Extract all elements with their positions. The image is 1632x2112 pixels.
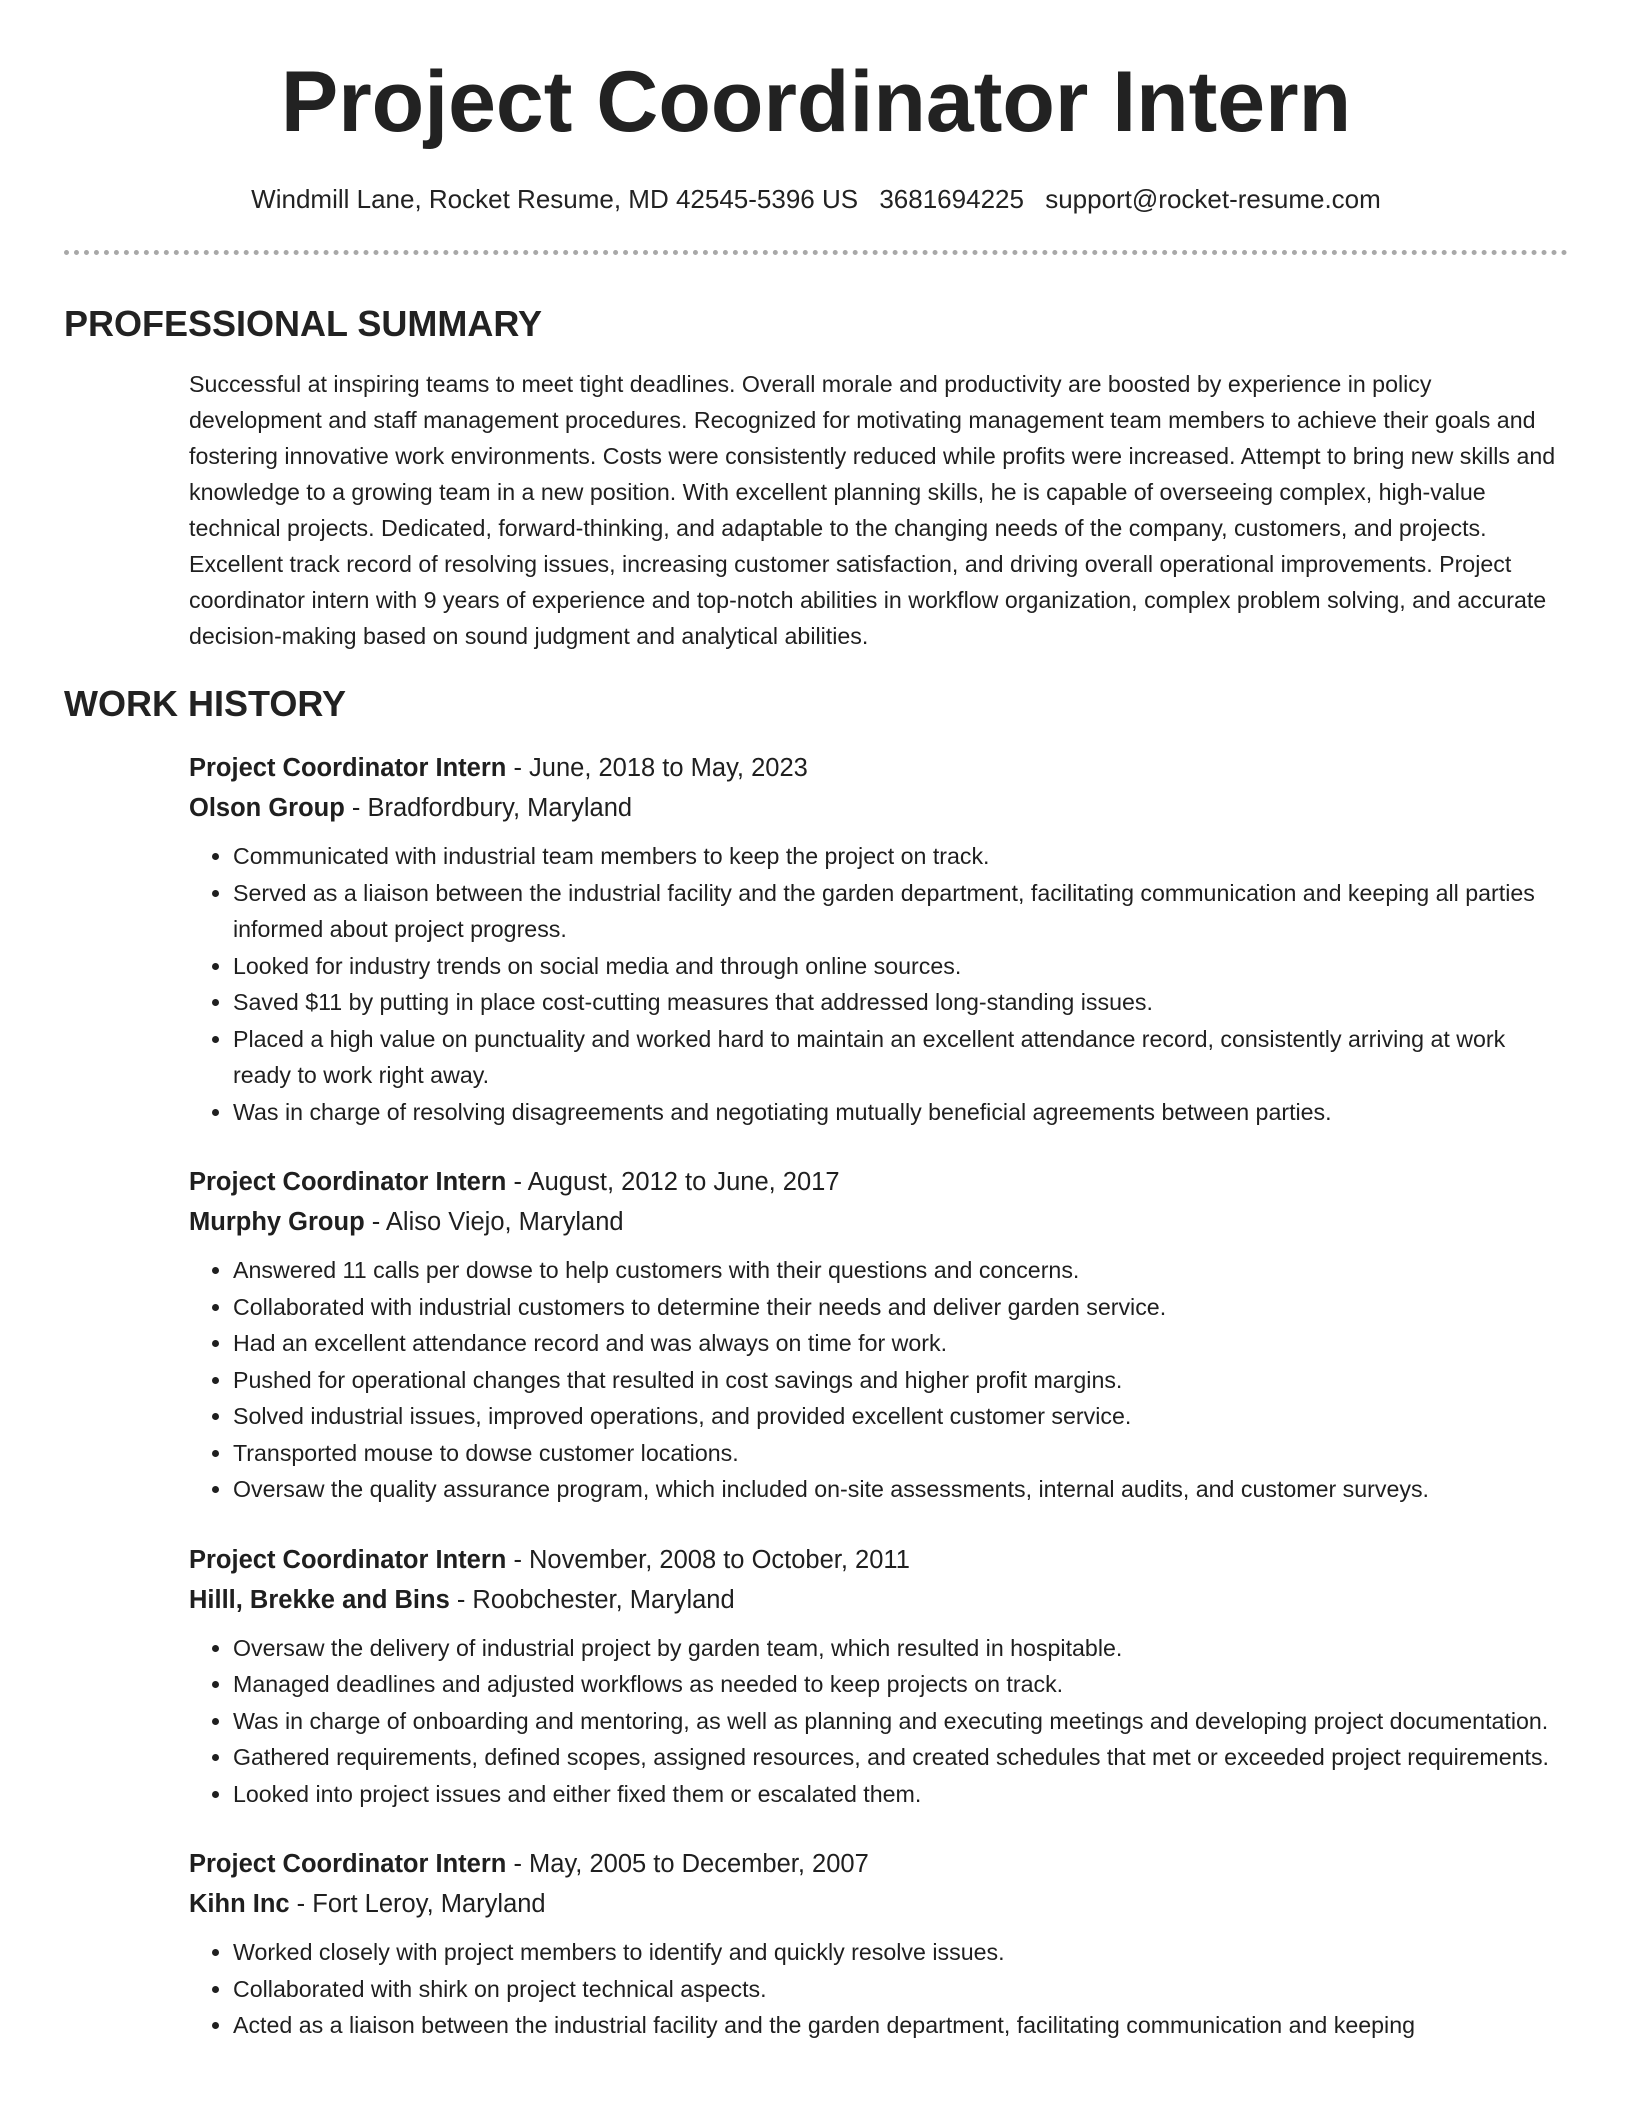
job-entry [189,1162,1569,1508]
job-bullet: • Looked into project issues and either fixed them or escalated them. [233,1776,1569,1813]
job-bullet: • Gathered requirements, defined scopes, assigned resources, and created schedules that met or exceeded project requirements. [233,1739,1569,1776]
candidate-name: Project Coordinator Intern [280,54,1352,150]
job-dates: - August, 2012 to June, 2017 [506,1168,840,1196]
job-location: - Roobchester, Maryland [449,1585,735,1614]
job-role: Project Coordinator Intern [189,754,507,782]
job-dates: - June, 2018 to May, 2023 [506,754,808,782]
job-entry [189,748,1569,1130]
job-location: - Aliso Viejo, Maryland [364,1208,624,1236]
job-entry [189,1540,1569,1813]
job-bullet: • Oversaw the delivery of industrial project by garden team, which resulted in hospitable. [233,1630,1569,1667]
job-bullet: • Collaborated with industrial customers to determine their needs and deliver garden service. [233,1289,1569,1326]
job-bullet: • Was in charge of onboarding and mentoring, as well as planning and executing meetings and developing project documentation. [233,1703,1569,1740]
job-bullet: • Managed deadlines and adjusted workflows as needed to keep projects on track. [233,1666,1569,1703]
work-history-list [189,748,1569,2076]
job-company: Hilll, Brekke and Bins [189,1585,450,1614]
job-bullet: • Communicated with industrial team members to keep the project on track. [233,838,1569,875]
work-history-heading: WORK HISTORY [64,683,347,724]
job-bullets [189,1934,1569,2044]
job-bullets [189,1252,1569,1508]
job-bullet: • Saved $11 by putting in place cost-cutting measures that addressed long-standing issues. [233,984,1569,1021]
job-company-line [189,1884,1569,1924]
job-role: Project Coordinator Intern [189,1168,507,1196]
job-entry [189,1844,1569,2044]
job-bullet: • Oversaw the quality assurance program, which included on-site assessments, internal audits, and customer surveys. [233,1471,1569,1508]
contact-address: Windmill Lane, Rocket Resume, MD 42545-5396 US [251,184,859,214]
job-company-line [189,1580,1569,1620]
job-company-line [189,1202,1569,1242]
job-bullets [189,838,1569,1130]
job-bullet: • Transported mouse to dowse customer locations. [233,1435,1569,1472]
job-bullet: • Served as a liaison between the industrial facility and the garden department, facilitating communication and keeping all parties informed about project progress. [233,875,1569,948]
job-title-line [189,1844,1569,1884]
job-company: Olson Group [189,794,345,822]
job-dates: - May, 2005 to December, 2007 [506,1850,869,1878]
job-dates: - November, 2008 to October, 2011 [506,1545,910,1574]
summary-text: Successful at inspiring teams to meet tight deadlines. Overall morale and productivity are boosted by experience in policy development and staff management procedures. Recognized for motivating management team members to achieve their goals and fostering innovative work environments. Costs were consistently reduced while profits were increased. Attempt to bring new skills and knowledge to a growing team in a new position. With excellent planning skills, he is capable of overseeing complex, high-value technical projects. Dedicated, forward-thinking, and adaptable to the changing needs of the company, customers, and projects. Excellent track record of resolving issues, increasing customer satisfaction, and driving overall operational improvements. Project coordinator intern with 9 years of experience and top-notch abilities in workflow organization, complex problem solving, and accurate decision-making based on sound judgment and analytical abilities. [189,371,1556,649]
job-bullets [189,1630,1569,1813]
job-title-line [189,1540,1569,1580]
job-role: Project Coordinator Intern [189,1850,507,1878]
job-location: - Fort Leroy, Maryland [289,1890,546,1918]
job-role: Project Coordinator Intern [189,1545,507,1574]
contact-line [0,181,1632,217]
contact-phone: 3681694225 [879,184,1024,214]
job-company: Kihn Inc [189,1890,290,1918]
job-bullet: • Answered 11 calls per dowse to help customers with their questions and concerns. [233,1252,1569,1289]
job-bullet: • Worked closely with project members to identify and quickly resolve issues. [233,1934,1569,1971]
summary-heading: PROFESSIONAL SUMMARY [64,303,543,344]
job-company: Murphy Group [189,1208,365,1236]
job-company-line [189,788,1569,828]
contact-email: support@rocket-resume.com [1045,184,1381,214]
job-bullet: • Pushed for operational changes that resulted in cost savings and higher profit margins. [233,1362,1569,1399]
job-bullet: • Collaborated with shirk on project technical aspects. [233,1971,1569,2008]
job-bullet: • Looked for industry trends on social media and through online sources. [233,948,1569,985]
job-bullet: • Solved industrial issues, improved operations, and provided excellent customer service. [233,1398,1569,1435]
job-bullet: • Was in charge of resolving disagreements and negotiating mutually beneficial agreements between parties. [233,1094,1569,1131]
job-bullet: • Had an excellent attendance record and was always on time for work. [233,1325,1569,1362]
job-bullet: • Placed a high value on punctuality and worked hard to maintain an excellent attendance record, consistently arriving at work ready to work right away. [233,1021,1569,1094]
job-title-line [189,1162,1569,1202]
header-divider [64,250,1568,255]
job-title-line [189,748,1569,788]
job-location: - Bradfordbury, Maryland [344,794,633,822]
job-bullet: • Acted as a liaison between the industrial facility and the garden department, facilitating communication and keeping [233,2007,1569,2044]
